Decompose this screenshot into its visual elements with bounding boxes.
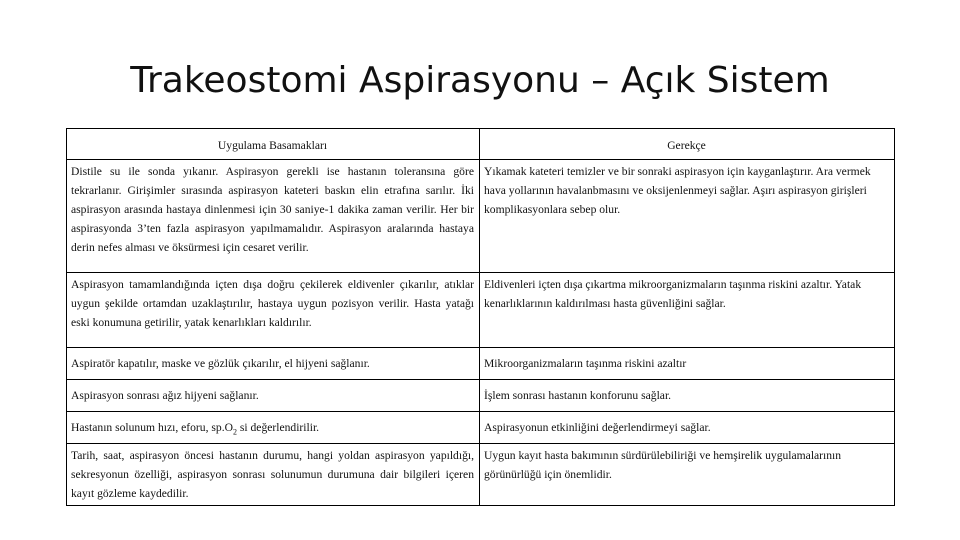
step-text-before: Hastanın solunum hızı, eforu, sp.O: [71, 421, 233, 434]
table-header-row: [67, 129, 895, 160]
procedure-table: [66, 128, 895, 506]
table-row: [67, 380, 895, 412]
step-cell: [67, 412, 480, 444]
header-rationale: Gerekçe: [480, 129, 895, 160]
table-row: [67, 412, 895, 444]
step-text-after: si değerlendirilir.: [236, 421, 320, 434]
rationale-cell: Mikroorganizmaların taşınma riskini azaltır: [480, 348, 895, 380]
step-cell: Aspirasyon tamamlandığında içten dışa doğru çekilerek eldivenler çıkarılır, atıklar uygun şekilde ortamdan uzaklaştırılır, hastaya uygun pozisyon verilir. Hasta yatağı eski konumuna getirilir, yatak kenarlıkları kaldırılır.: [67, 273, 480, 348]
rationale-cell: Aspirasyonun etkinliğini değerlendirmeyi sağlar.: [480, 412, 895, 444]
table-row: [67, 160, 895, 273]
step-cell: Tarih, saat, aspirasyon öncesi hastanın durumu, hangi yoldan aspirasyon yapıldığı, sekresyonun özelliği, aspirasyon sonrası solunumun durumuna dair bilgileri içeren kayıt gözleme kaydedilir.: [67, 444, 480, 506]
table-row: [67, 348, 895, 380]
step-cell: Aspiratör kapatılır, maske ve gözlük çıkarılır, el hijyeni sağlanır.: [67, 348, 480, 380]
slide-title: Trakeostomi Aspirasyonu – Açık Sistem: [130, 60, 830, 101]
step-subscript: 2: [232, 427, 237, 437]
table-row: [67, 444, 895, 506]
rationale-cell: Uygun kayıt hasta bakımının sürdürülebiliriği ve hemşirelik uygulamalarının görünürlüğü için önemlidir.: [480, 444, 895, 506]
step-cell: Aspirasyon sonrası ağız hijyeni sağlanır.: [67, 380, 480, 412]
rationale-cell: Yıkamak kateteri temizler ve bir sonraki aspirasyon için kayganlaştırır. Ara vermek hava yollarının havalanbmasını ve oksijenlenmeyi sağlar. Aşırı aspirasyon girişleri komplikasyonlara sebep olur.: [480, 160, 895, 273]
step-cell: Distile su ile sonda yıkanır. Aspirasyon gerekli ise hastanın toleransına göre tekrarlanır. Girişimler sırasında aspirasyon kateteri baskın elin etrafına sarılır. İki aspirasyon arasında hastaya dinlenmesi için 30 saniye-1 dakika zaman verilir. Her bir aspirasyonda 3’ten fazla aspirasyon yapılmamalıdır. Aspirasyon aralarında hastaya derin nefes alması ve öksürmesi için cesaret verilir.: [67, 160, 480, 273]
header-steps: Uygulama Basamakları: [67, 129, 480, 160]
rationale-cell: Eldivenleri içten dışa çıkartma mikroorganizmaların taşınma riskini azaltır. Yatak kenarlıklarının kaldırılması hasta güvenliğini sağlar.: [480, 273, 895, 348]
table-row: [67, 273, 895, 348]
rationale-cell: İşlem sonrası hastanın konforunu sağlar.: [480, 380, 895, 412]
